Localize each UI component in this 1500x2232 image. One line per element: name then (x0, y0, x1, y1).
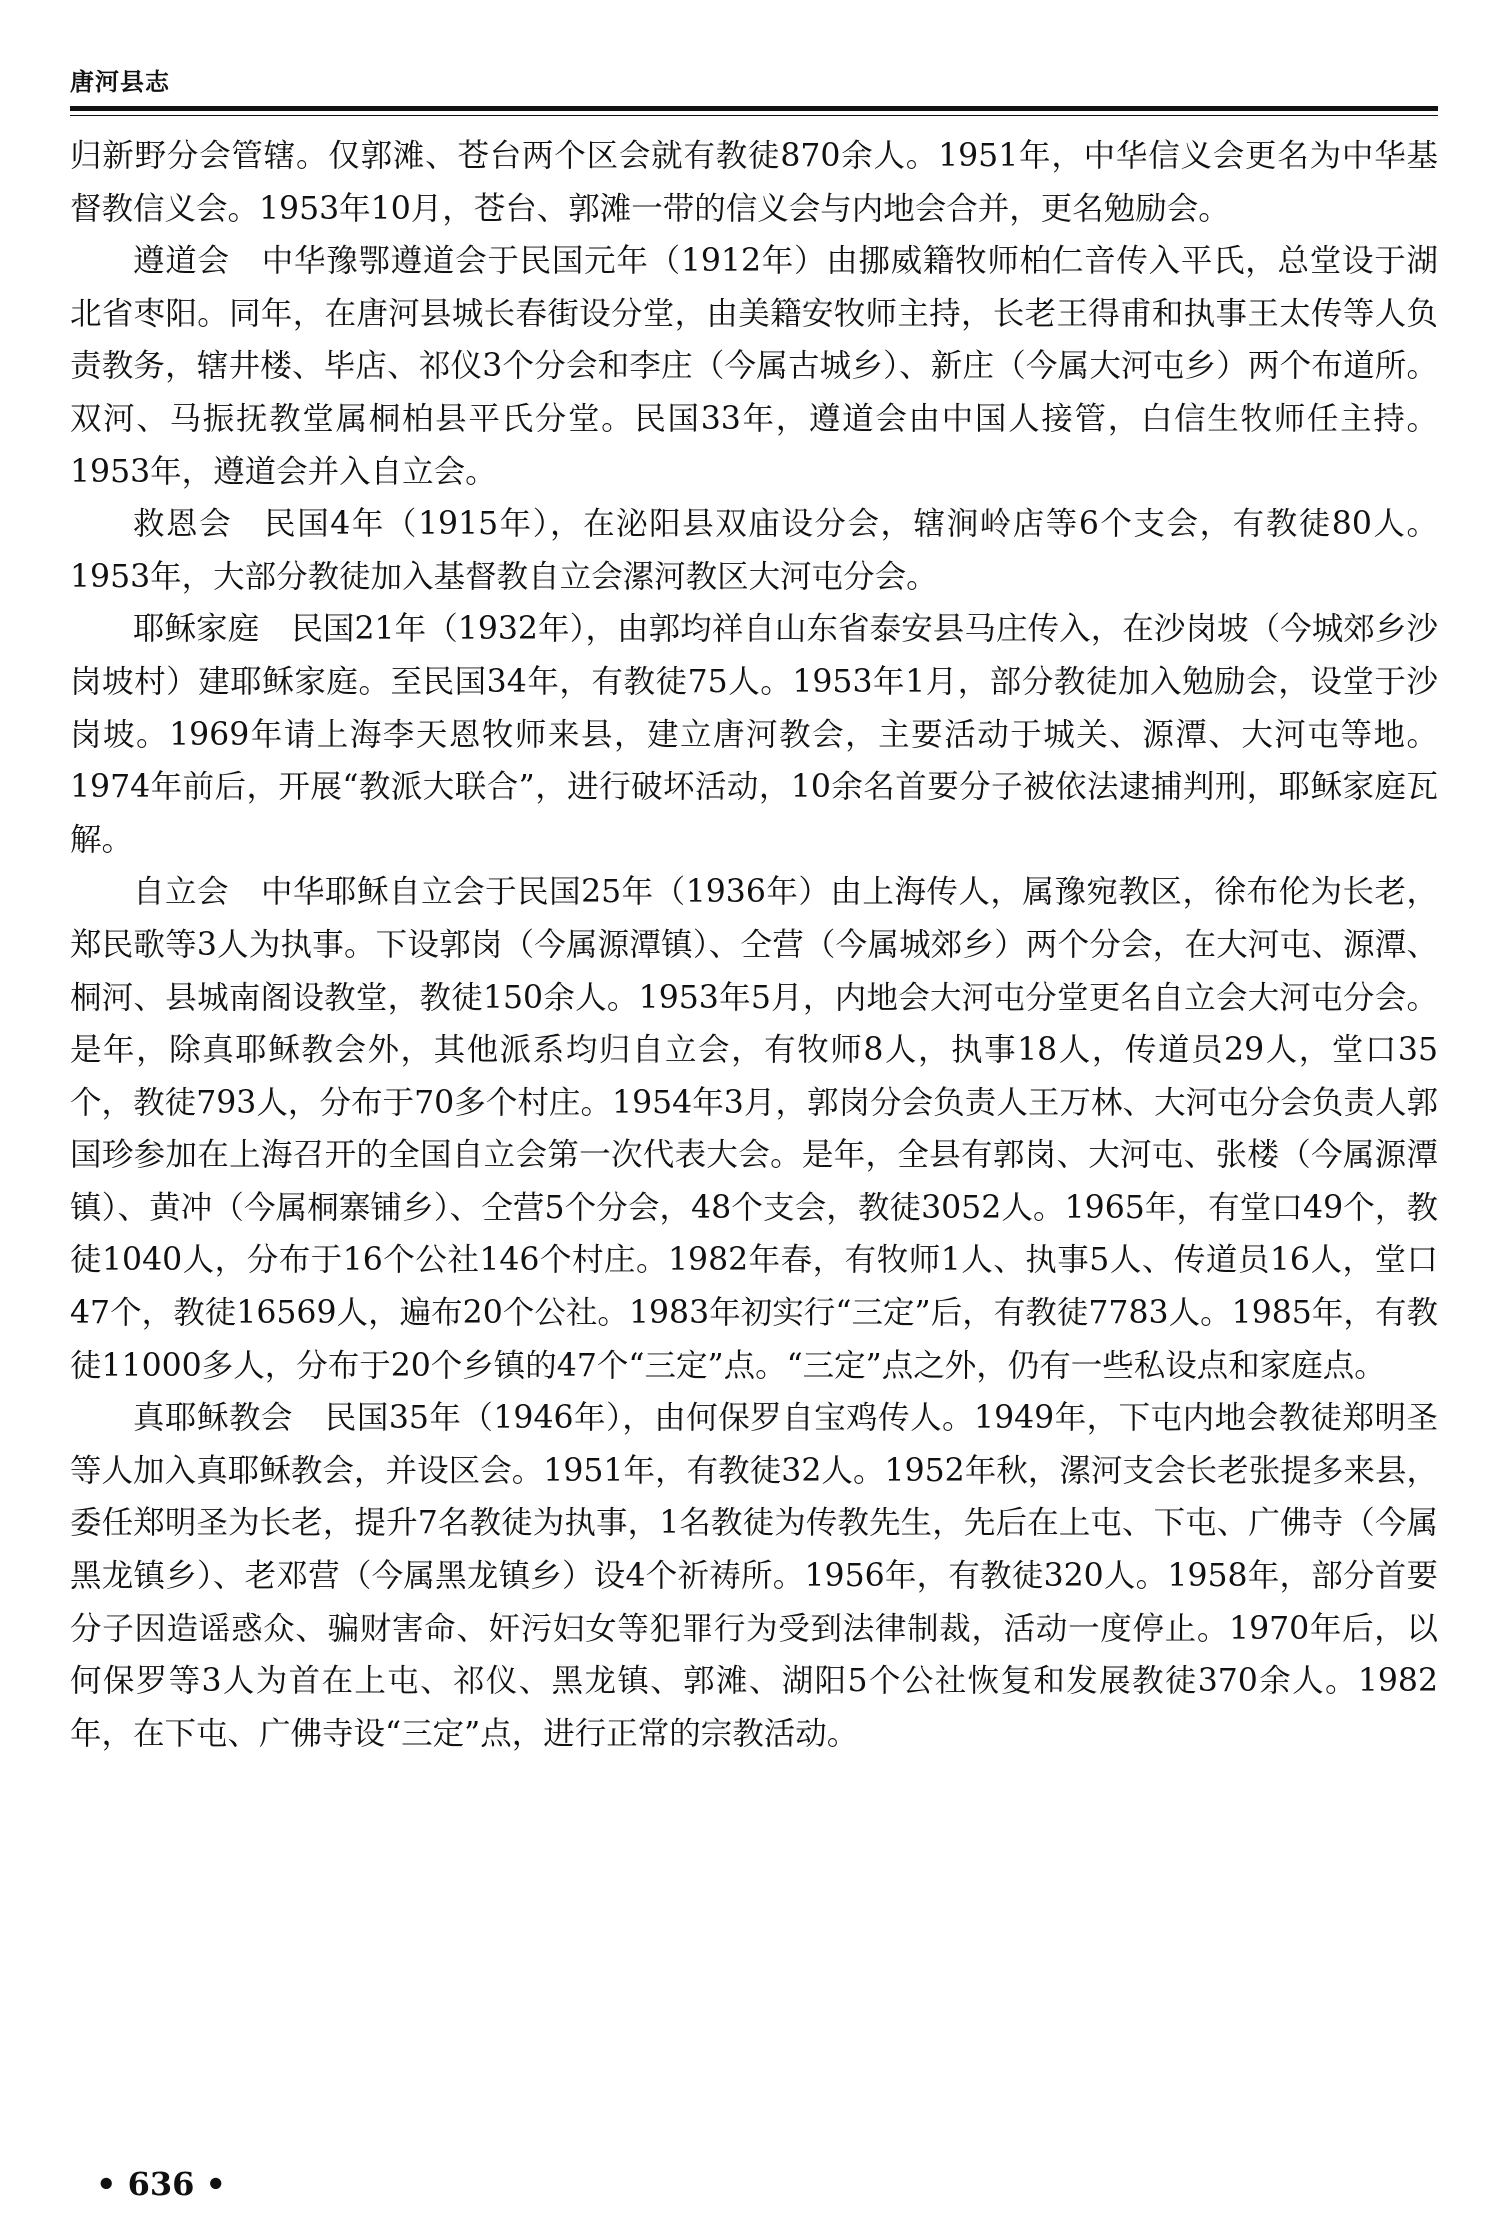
paragraph-text: 民国35年（1946年），由何保罗自宝鸡传人。1949年，下屯内地会教徒郑明圣等人加入真耶稣教会，并设区会。1951年，有教徒32人。1952年秋，漯河支会长老张提多来县，委任郑明圣为长老，提升7名教徒为执事，1名教徒为传教先生，先后在上屯、下屯、广佛寺（今属黑龙镇乡）、老邓营（今属黑龙镇乡）设4个祈祷所。1956年，有教徒320人。1958年，部分首要分子因造谣惑众、骗财害命、奸污妇女等犯罪行为受到法律制裁，活动一度停止。1970年后，以何保罗等3人为首在上屯、祁仪、黑龙镇、郭滩、湖阳5个公社恢复和发展教徒370余人。1982年，在下屯、广佛寺设“三定”点，进行正常的宗教活动。 (70, 1400, 1438, 1752)
paragraph-text: 中华耶稣自立会于民国25年（1936年）由上海传人，属豫宛教区，徐布伦为长老，郑民歌等3人为执事。下设郭岗（今属源潭镇）、仝营（今属城郊乡）两个分会，在大河屯、源潭、桐河、县城南阁设教堂，教徒150余人。1953年5月，内地会大河屯分堂更名自立会大河屯分会。是年，除真耶稣教会外，其他派系均归自立会，有牧师8人，执事18人，传道员29人，堂口35个，教徒793人，分布于70多个村庄。1954年3月，郭岗分会负责人王万林、大河屯分会负责人郭国珍参加在上海召开的全国自立会第一次代表大会。是年，全县有郭岗、大河屯、张楼（今属源潭镇）、黄冲（今属桐寨铺乡）、仝营5个分会，48个支会，教徒3052人。1965年，有堂口49个，教徒1040人，分布于16个公社146个村庄。1982年春，有牧师1人、执事5人、传道员16人，堂口47个，教徒16569人，遍布20个公社。1983年初实行“三定”后，有教徒7783人。1985年，有教徒11000多人，分布于20个乡镇的47个“三定”点。“三定”点之外，仍有一些私设点和家庭点。 (70, 874, 1438, 1384)
paragraph-jiuenhui (70, 498, 1438, 603)
header-rule-thin (70, 115, 1438, 116)
paragraph-text: 归新野分会管辖。仅郭滩、苍台两个区会就有教徒870余人。1951年，中华信义会更名为中华基督教信义会。1953年10月，苍台、郭滩一带的信义会与内地会合并，更名勉励会。 (70, 138, 1438, 227)
section-lead: 耶稣家庭 (133, 611, 260, 648)
section-lead: 救恩会 (133, 506, 233, 543)
header-title: 唐河县志 (70, 68, 170, 96)
paragraph-continuation (70, 130, 1438, 235)
paragraph-zilihui (70, 866, 1438, 1392)
paragraph-text: 中华豫鄂遵道会于民国元年（1912年）由挪威籍牧师柏仁音传入平氏，总堂设于湖北省枣阳。同年，在唐河县城长春街设分堂，由美籍安牧师主持，长老王得甫和执事王太传等人负责教务，辖井楼、毕店、祁仪3个分会和李庄（今属古城乡）、新庄（今属大河屯乡）两个布道所。双河、马振抚教堂属桐柏县平氏分堂。民国33年，遵道会由中国人接管，白信生牧师任主持。1953年，遵道会并入自立会。 (70, 243, 1438, 490)
header-rule-thick (70, 106, 1438, 111)
body-text (70, 130, 1438, 1760)
section-lead: 真耶稣教会 (133, 1400, 293, 1437)
paragraph-text: 民国21年（1932年），由郭均祥自山东省泰安县马庄传入，在沙岗坡（今城郊乡沙岗坡村）建耶稣家庭。至民国34年，有教徒75人。1953年1月，部分教徒加入勉励会，设堂于沙岗坡。1969年请上海李天恩牧师来县，建立唐河教会，主要活动于城关、源潭、大河屯等地。1974年前后，开展“教派大联合”，进行破坏活动，10余名首要分子被依法逮捕判刑，耶稣家庭瓦解。 (70, 611, 1438, 858)
section-lead: 自立会 (133, 874, 230, 911)
paragraph-zhenyesujiaohui (70, 1392, 1438, 1760)
page-number: • 636 • (96, 2165, 226, 2203)
section-lead: 遵道会 (133, 243, 230, 280)
paragraph-text: 民国4年（1915年），在泌阳县双庙设分会，辖涧岭店等6个支会，有教徒80人。1953年，大部分教徒加入基督教自立会漯河教区大河屯分会。 (70, 506, 1438, 595)
paragraph-zundaohui (70, 235, 1438, 498)
paragraph-yesujiating (70, 603, 1438, 866)
